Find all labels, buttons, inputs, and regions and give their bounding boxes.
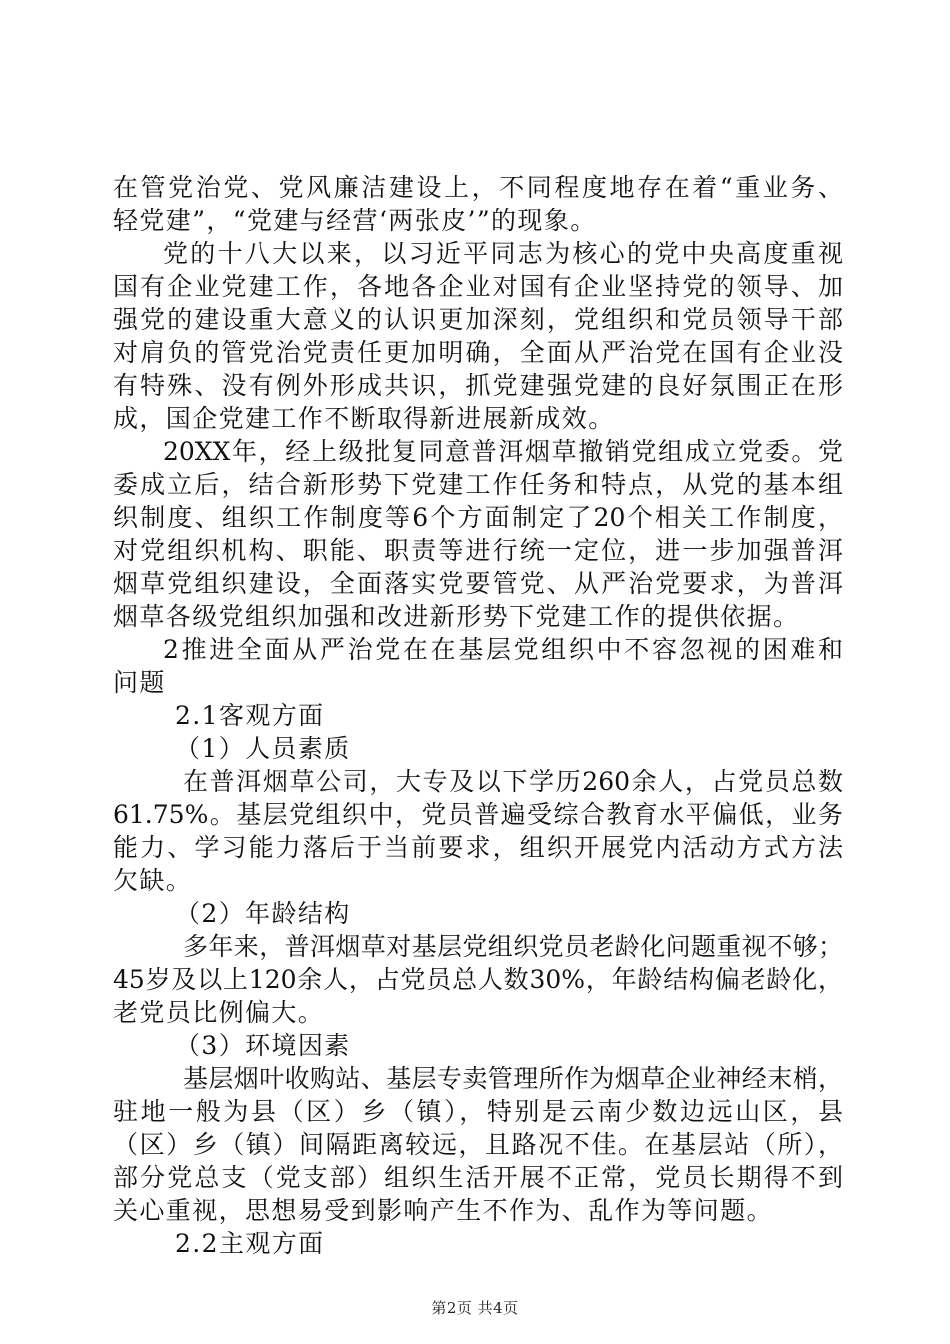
- text-line: 关心重视，思想易受到影响产生不作为、乱作为等问题。: [113, 1196, 774, 1225]
- text-line: 多年来，普洱烟草对基层党组织党员老龄化问题重视不够；: [183, 932, 843, 961]
- text-line: （2）年龄结构: [175, 899, 351, 928]
- page-footer: [0, 1297, 950, 1318]
- paragraph: [113, 930, 843, 1029]
- text-line: 20XX年，经上级批复同意普洱烟草撤销党组成立党委。党: [163, 437, 843, 466]
- text-line: （区）乡（镇）间隔距离较远，且路况不佳。在基层站（所），: [113, 1130, 843, 1159]
- paragraph: [113, 1062, 843, 1227]
- text-line: 国有企业党建工作，各地各企业对国有企业坚持党的领导、加: [113, 272, 843, 301]
- page-number: 第2页 共4页: [431, 1299, 519, 1317]
- text-line: 2推进全面从严治党在在基层党组织中不容忽视的困难和: [163, 635, 843, 664]
- text-line: 老党员比例偏大。: [113, 998, 325, 1027]
- text-line: 成，国企党建工作不断取得新进展新成效。: [113, 404, 615, 433]
- text-line: 对党组织机构、职能、职责等进行统一定位，进一步加强普洱: [113, 536, 843, 565]
- text-line: 烟草党组织建设，全面落实党要管党、从严治党要求，为普洱: [113, 569, 843, 598]
- text-line: 烟草各级党组织加强和改进新形势下党建工作的提供依据。: [113, 602, 800, 631]
- text-line: 能力、学习能力落后于当前要求，组织开展党内活动方式方法: [113, 833, 843, 862]
- paragraph: [113, 237, 843, 435]
- paragraph: [113, 435, 843, 633]
- text-line: 欠缺。: [113, 866, 193, 895]
- text-line: 强党的建设重大意义的认识更加深刻，党组织和党员领导干部: [113, 305, 843, 334]
- section-heading: [113, 633, 843, 699]
- item-heading: [113, 732, 843, 765]
- text-line: 基层烟叶收购站、基层专卖管理所作为烟草企业神经末梢，: [183, 1064, 843, 1093]
- item-heading: [113, 897, 843, 930]
- subsection-heading: [113, 1227, 843, 1260]
- text-line: 有特殊、没有例外形成共识，抓党建强党建的良好氛围正在形: [113, 371, 843, 400]
- text-line: 驻地一般为县（区）乡（镇），特别是云南少数边远山区，县: [113, 1097, 843, 1126]
- text-line: （1）人员素质: [175, 734, 351, 763]
- text-line: 部分党总支（党支部）组织生活开展不正常，党员长期得不到: [113, 1163, 843, 1192]
- item-heading: [113, 1029, 843, 1062]
- paragraph: [113, 765, 843, 897]
- document-body: [113, 171, 843, 1260]
- text-line: 2.1客观方面: [175, 701, 325, 730]
- paragraph: [113, 171, 843, 237]
- text-line: 61.75%。基层党组织中，党员普遍受综合教育水平偏低，业务: [113, 800, 843, 829]
- text-line: 织制度、组织工作制度等6个方面制定了20个相关工作制度，: [113, 503, 843, 532]
- text-line: （3）环境因素: [175, 1031, 351, 1060]
- text-line: 对肩负的管党治党责任更加明确，全面从严治党在国有企业没: [113, 338, 843, 367]
- text-line: 在普洱烟草公司，大专及以下学历260余人，占党员总数: [183, 767, 843, 796]
- text-line: 2.2主观方面: [175, 1229, 325, 1258]
- text-line: 党的十八大以来，以习近平同志为核心的党中央高度重视: [163, 239, 843, 268]
- text-line: 委成立后，结合新形势下党建工作任务和特点，从党的基本组: [113, 470, 843, 499]
- text-line: 问题: [113, 668, 166, 697]
- text-line: 轻党建”，“党建与经营‘两张皮’”的现象。: [113, 206, 597, 235]
- text-line: 45岁及以上120余人，占党员总人数30%，年龄结构偏老龄化，: [113, 965, 843, 994]
- subsection-heading: [113, 699, 843, 732]
- text-line: 在管党治党、党风廉洁建设上，不同程度地存在着“重业务、: [113, 173, 843, 202]
